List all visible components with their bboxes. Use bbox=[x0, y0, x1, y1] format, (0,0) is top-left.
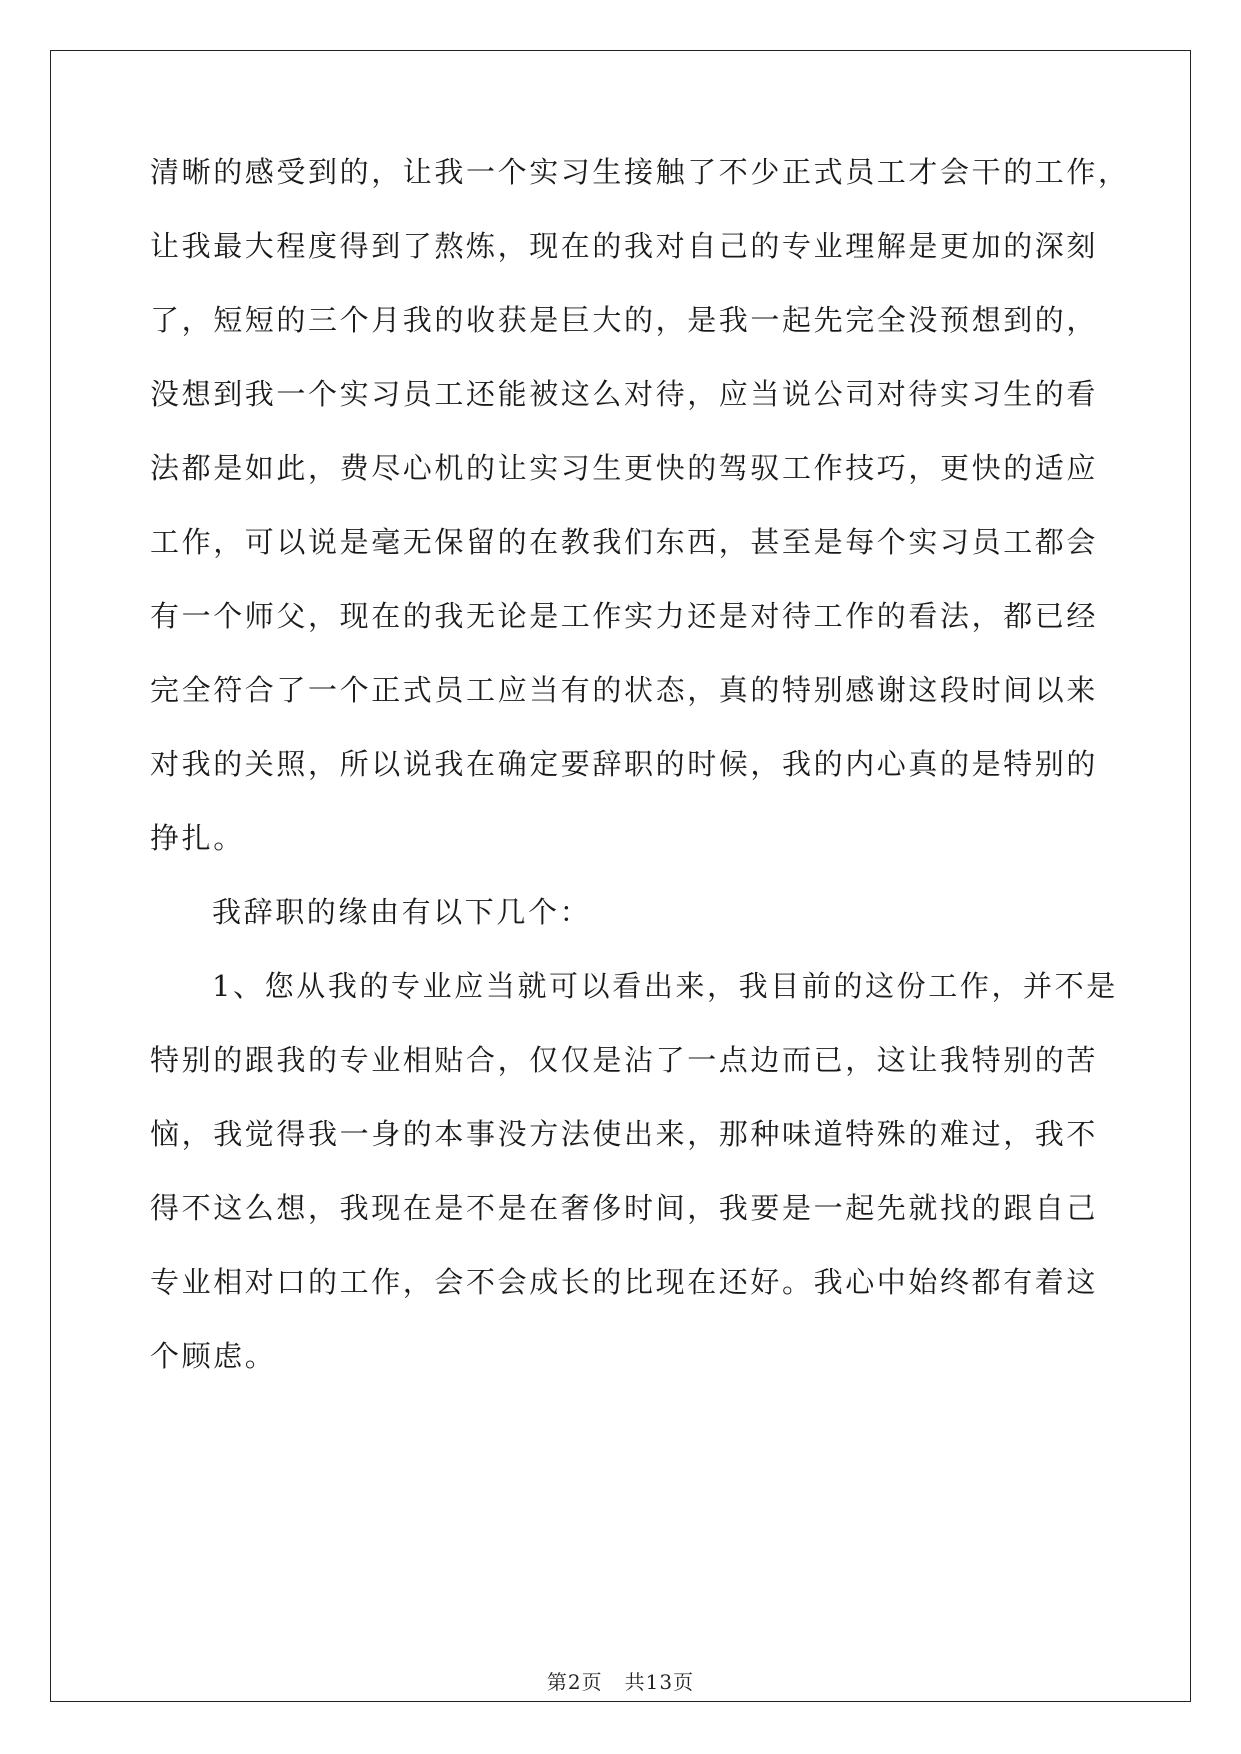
text-line: 挣扎。 bbox=[150, 821, 245, 855]
text-line: 得不这么想，我现在是不是在奢侈时间，我要是一起先就找的跟自己 bbox=[150, 1191, 1099, 1225]
list-item-start: 1、您从我的专业应当就可以看出来，我目前的这份工作，并不是 bbox=[212, 969, 1118, 1003]
text-line: 让我最大程度得到了熬炼，现在的我对自己的专业理解是更加的深刻 bbox=[150, 229, 1099, 263]
text-line: 法都是如此，费尽心机的让实习生更快的驾驭工作技巧，更快的适应 bbox=[150, 451, 1099, 485]
text-line: 有一个师父，现在的我无论是工作实力还是对待工作的看法，都已经 bbox=[150, 599, 1099, 633]
page-footer bbox=[0, 1666, 1241, 1695]
text-line: 对我的关照，所以说我在确定要辞职的时候，我的内心真的是特别的 bbox=[150, 747, 1099, 781]
text-line: 工作，可以说是毫无保留的在教我们东西，甚至是每个实习员工都会 bbox=[150, 525, 1099, 559]
page-border bbox=[50, 50, 1191, 1702]
text-line: 了，短短的三个月我的收获是巨大的，是我一起先完全没预想到的， bbox=[150, 303, 1099, 337]
page-number: 第2页 bbox=[546, 1670, 603, 1694]
text-line: 恼，我觉得我一身的本事没方法使出来，那种味道特殊的难过，我不 bbox=[150, 1117, 1099, 1151]
page-total: 共13页 bbox=[624, 1670, 695, 1694]
paragraph-heading: 我辞职的缘由有以下几个： bbox=[212, 895, 592, 929]
text-line: 专业相对口的工作，会不会成长的比现在还好。我心中始终都有着这 bbox=[150, 1265, 1099, 1299]
text-line: 完全符合了一个正式员工应当有的状态，真的特别感谢这段时间以来 bbox=[150, 673, 1099, 707]
text-line: 特别的跟我的专业相贴合，仅仅是沾了一点边而已，这让我特别的苦 bbox=[150, 1043, 1099, 1077]
text-line: 没想到我一个实习员工还能被这么对待，应当说公司对待实习生的看 bbox=[150, 377, 1099, 411]
text-line: 个顾虑。 bbox=[150, 1339, 277, 1373]
text-line: 清晰的感受到的，让我一个实习生接触了不少正式员工才会干的工作， bbox=[150, 155, 1130, 189]
